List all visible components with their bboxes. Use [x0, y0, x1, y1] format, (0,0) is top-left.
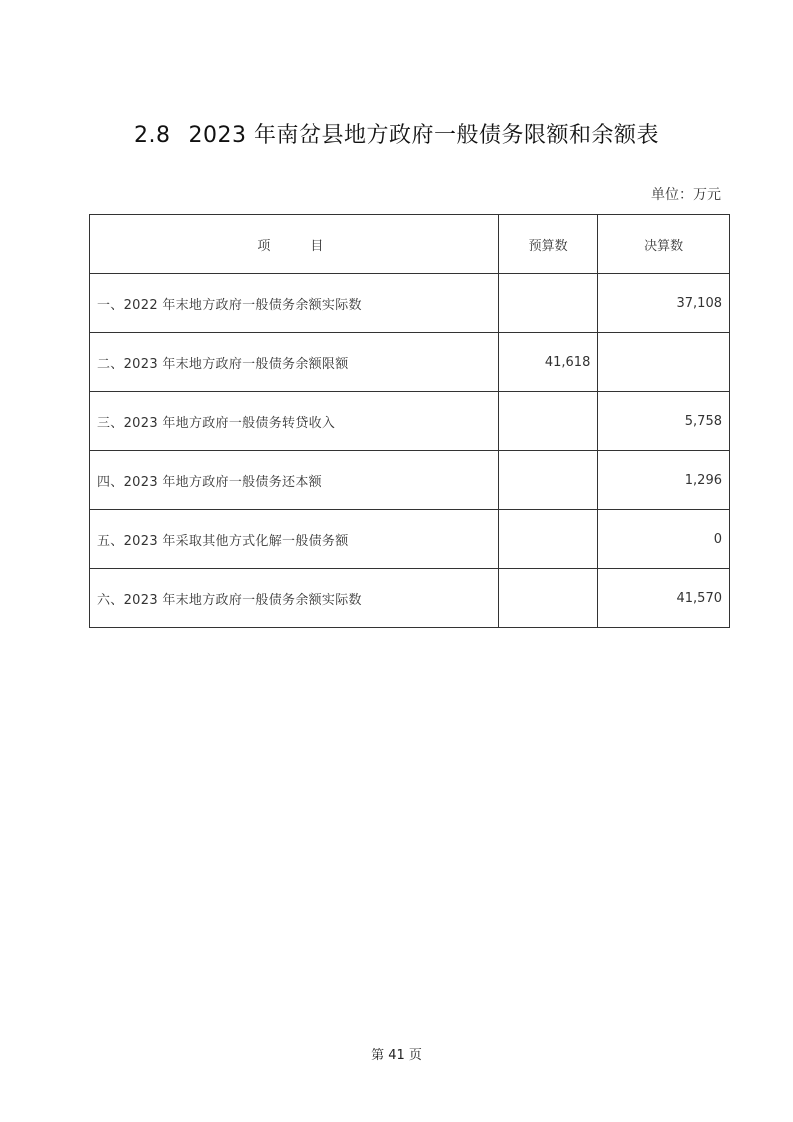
- row-budget: [498, 569, 598, 628]
- row-final: 0: [598, 510, 730, 569]
- page-number: 第 41 页: [371, 1048, 422, 1063]
- title-text: 2023 年南岔县地方政府一般债务限额和余额表: [188, 123, 659, 148]
- row-final: 5,758: [598, 392, 730, 451]
- table-header-row: [90, 215, 730, 274]
- header-budget: 预算数: [498, 215, 598, 274]
- row-final: 37,108: [598, 274, 730, 333]
- row-budget: [498, 392, 598, 451]
- row-budget: [498, 510, 598, 569]
- title-number: 2.8: [134, 123, 171, 148]
- page-title: [0, 118, 793, 149]
- row-item: 六、2023 年末地方政府一般债务余额实际数: [90, 569, 499, 628]
- row-item: 一、2022 年末地方政府一般债务余额实际数: [90, 274, 499, 333]
- header-final: 决算数: [598, 215, 730, 274]
- debt-table: [89, 214, 730, 628]
- table-row: [90, 510, 730, 569]
- row-item: 五、2023 年采取其他方式化解一般债务额: [90, 510, 499, 569]
- row-budget: [498, 274, 598, 333]
- row-item: 四、2023 年地方政府一般债务还本额: [90, 451, 499, 510]
- table-row: [90, 274, 730, 333]
- unit-label: 单位：万元: [651, 187, 721, 203]
- row-budget: 41,618: [498, 333, 598, 392]
- row-final: 1,296: [598, 451, 730, 510]
- table-row: [90, 333, 730, 392]
- row-final: 41,570: [598, 569, 730, 628]
- row-final: [598, 333, 730, 392]
- table-row: [90, 392, 730, 451]
- table-row: [90, 569, 730, 628]
- row-item: 三、2023 年地方政府一般债务转贷收入: [90, 392, 499, 451]
- table-row: [90, 451, 730, 510]
- row-item: 二、2023 年末地方政府一般债务余额限额: [90, 333, 499, 392]
- row-budget: [498, 451, 598, 510]
- header-item: 项目: [90, 215, 499, 274]
